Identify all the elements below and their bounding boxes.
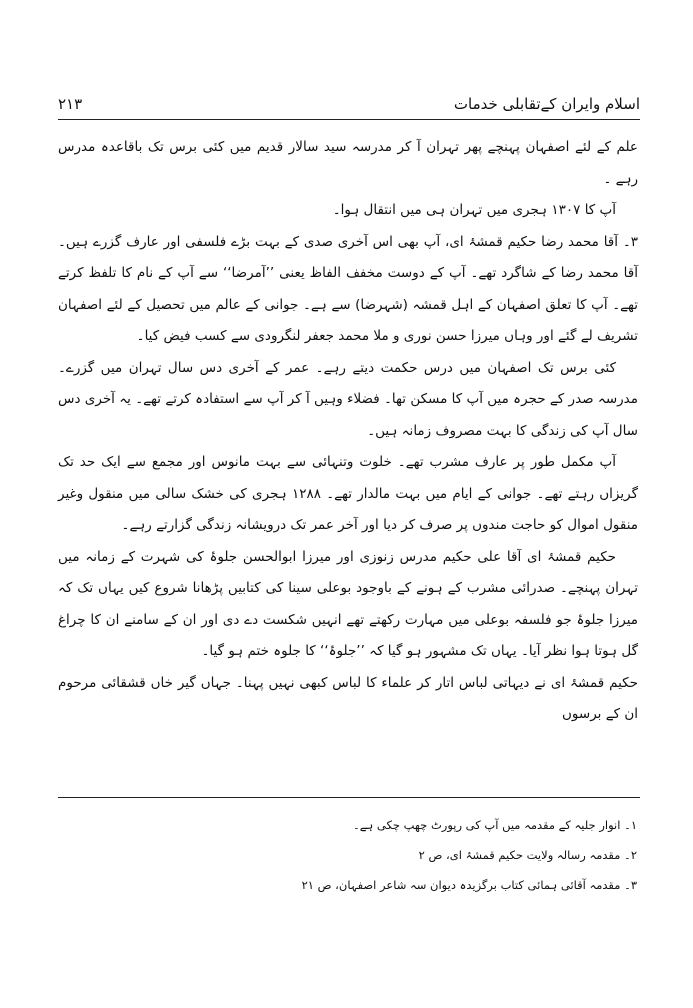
paragraph: آپ کا ۱۳۰۷ ہجری میں تہران ہی میں انتقال ہوا۔ (332, 202, 616, 218)
paragraph: حکیم قمشۂ ای نے دیہاتی لباس اتار کر علماء کا لباس کبھی نہیں پہنا۔ جہاں گیر خاں قشقائی مرحوم ان کے برسوں (58, 674, 638, 722)
footnote-divider (58, 797, 640, 798)
footnote: ۳۔ مقدمہ آقائی ہمائی کتاب برگزیدہ دیوان سہ شاعر اصفہان، ص ۲۱ (301, 878, 637, 892)
header-title: اسلام وایران کےتقابلی خدمات (453, 95, 640, 113)
paragraph: حکیم قمشۂ ای آقا علی حکیم مدرس زنوزی اور میرزا ابوالحسن جلوۂ کی شہرت کے زمانہ میں تہران پہنچے۔ صدرائی مشرب کے ہونے کے باوجود بوعلی سینا کی کتابیں پڑھانا شروع کیں یہاں تک کہ میرزا جلوۂ جو فلسفہ بوعلی میں مہارت رکھتے تھے انہیں شکست دے دی اور ان کے سامنے ان کا چراغ گل ہوتا ہوا نظر آیا۔ یہاں تک مشہور ہو گیا کہ ’’جلوۂ‘‘ کا جلوہ ختم ہو گیا۔ (58, 548, 638, 659)
header-divider (58, 119, 640, 120)
paragraph: ۳۔ آقا محمد رضا حکیم قمشۂ ای، آپ بھی اس آخری صدی کے بہت بڑے فلسفی اور عارف گزرے ہیں۔ آقا محمد رضا کے شاگرد تھے۔ آپ کے دوست مخفف الفاظ یعنی ’’آمرضا‘‘ سے آپ کے نام کا تلفظ کرتے تھے۔ آپ کا تعلق اصفہان کے اہل قمشہ (شہرضا) سے ہے۔ جوانی کے عالم میں تحصیل کے لئے اصفہان تشریف لے گئے اور وہاں میرزا حسن نوری و ملا محمد جعفر لنگرودی سے کسب فیض کیا۔ (58, 233, 638, 344)
page-number: ۲۱۳ (58, 95, 83, 113)
paragraph: کئی برس تک اصفہان میں درس حکمت دیتے رہے۔ عمر کے آخری دس سال تہران میں گزرے۔ مدرسہ صدر کے حجرہ میں آپ کا مسکن تھا۔ فضلاء وہیں آ کر آپ سے استفادہ کرتے تھے۔ یہ آخری دس سال آپ کی زندگی کا بہت مصروف زمانہ ہیں۔ (58, 359, 638, 439)
footnote: ۲۔ مقدمہ رسالہ ولایت حکیم قمشۂ ای، ص ۲ (418, 848, 637, 862)
body-text (58, 132, 638, 731)
paragraph: آپ مکمل طور پر عارف مشرب تھے۔ خلوت وتنہائی سے بہت مانوس اور مجمع سے ایک حد تک گریزاں رہتے تھے۔ جوانی کے ایام میں بہت مالدار تھے۔ ۱۲۸۸ ہجری کی خشک سالی میں منقول وغیر منقول اموال کو حاجت مندوں پر صرف کر دیا اور آخر عمر تک درویشانہ زندگی گزارتے رہے۔ (58, 454, 638, 533)
footnote: ۱۔ انوار جلیہ کے مقدمہ میں آپ کی رپورٹ چھپ چکی ہے۔ (353, 818, 637, 832)
paragraph: علم کے لئے اصفہان پہنچے پھر تہران آ کر مدرسہ سید سالار قدیم میں کئی برس تک باقاعدہ مدرس رہے ۔ (58, 139, 638, 187)
footnotes (301, 810, 637, 900)
running-header (58, 92, 640, 116)
